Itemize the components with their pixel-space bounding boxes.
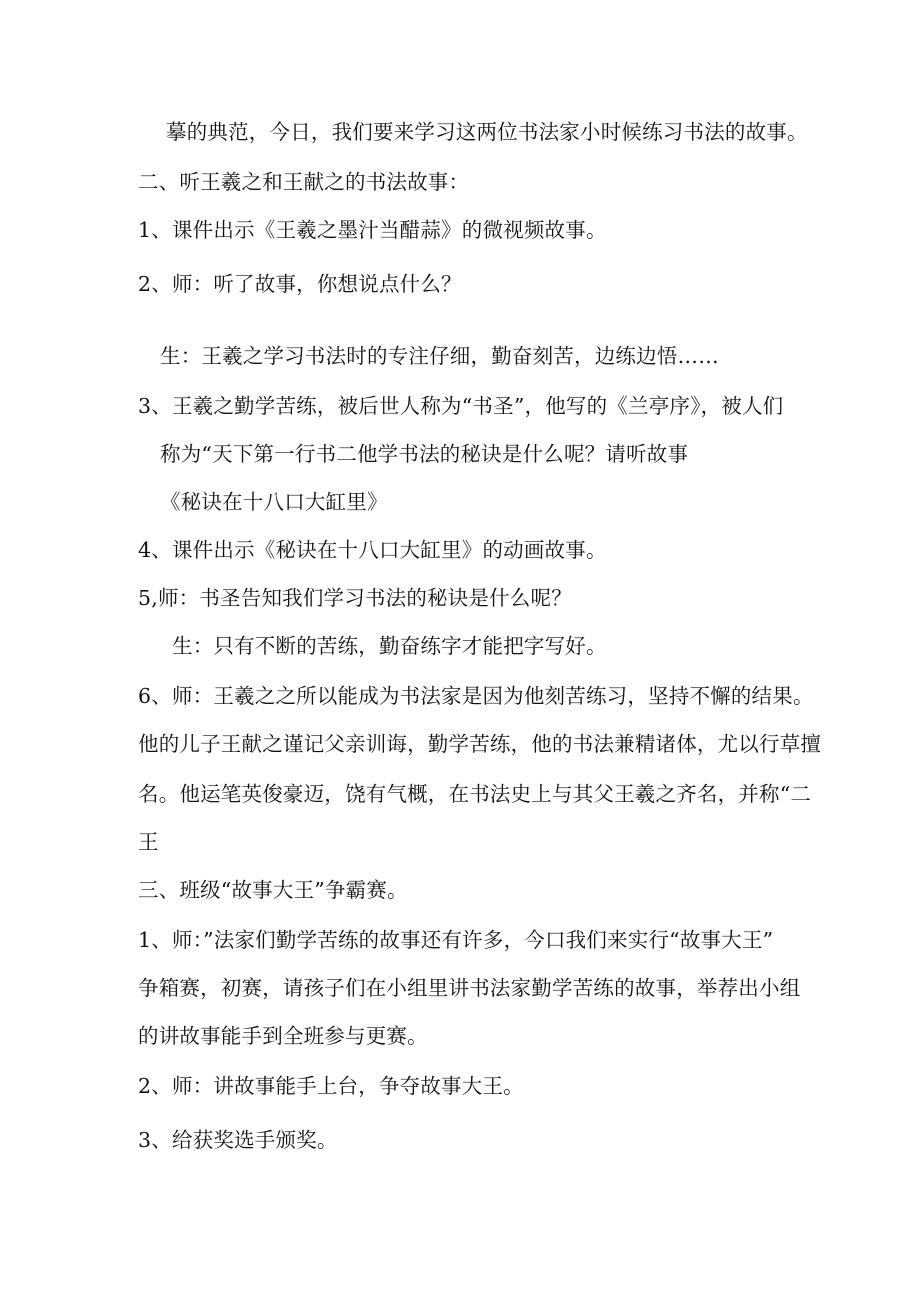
- text-line: 《秘诀在十八口大缸里》: [160, 490, 388, 514]
- section-heading: 三、班级“故事大王”争霸赛。: [138, 878, 408, 902]
- list-item: 2、师：听了故事，你想说点什么？: [138, 272, 462, 296]
- student-response: 生：只有不断的苦练，勤奋练字才能把字写好。: [172, 634, 607, 658]
- text-line: 他的儿子王献之谨记父亲训诲，勤学苦练，他的书法兼精诸体，尤以行草擅: [138, 732, 822, 756]
- list-item: 3、王羲之勤学苦练，被后世人称为“书圣”，他写的《兰亭序》，被人们: [138, 394, 784, 418]
- list-item: 1、师：”法家们勤学苦练的故事还有许多，今口我们来实行“故事大王”: [138, 928, 774, 952]
- list-item: 3、给获奖选手颁奖。: [138, 1128, 338, 1152]
- list-item: 4、课件出示《秘诀在十八口大缸里》的动画故事。: [138, 538, 607, 562]
- text-line: 的讲故事能手到全班参与更赛。: [138, 1024, 428, 1048]
- section-heading: 二、听王羲之和王献之的书法故事：: [138, 170, 470, 194]
- text-line: 争箱赛，初赛，请孩子们在小组里讲书法家勤学苦练的故事，举荐出小组: [138, 976, 801, 1000]
- text-line: 摹的典范，今日，我们要来学习这两位书法家小时候练习书法的故事。: [166, 120, 808, 144]
- text-line: 称为“天下第一行书二他学书法的秘诀是什么呢？请听故事: [160, 442, 689, 466]
- list-item: 5,师：书圣告知我们学习书法的秘诀是什么呢？: [138, 586, 572, 610]
- student-response: 生：王羲之学习书法时的专注仔细，勤奋刻苦，边练边悟……: [160, 344, 719, 368]
- list-item: 1、课件出示《王羲之墨汁当醋蒜》的微视频故事。: [138, 218, 607, 242]
- list-item: 2、师：讲故事能手上台，争夺故事大王。: [138, 1074, 524, 1098]
- text-line: 王: [138, 830, 159, 854]
- list-item: 6、师：王羲之之所以能成为书法家是因为他刻苦练习，坚持不懈的结果。: [138, 684, 814, 708]
- text-line: 名。他运笔英俊豪迈，饶有气概，在书法史上与其父王羲之齐名，并称“二: [138, 782, 812, 806]
